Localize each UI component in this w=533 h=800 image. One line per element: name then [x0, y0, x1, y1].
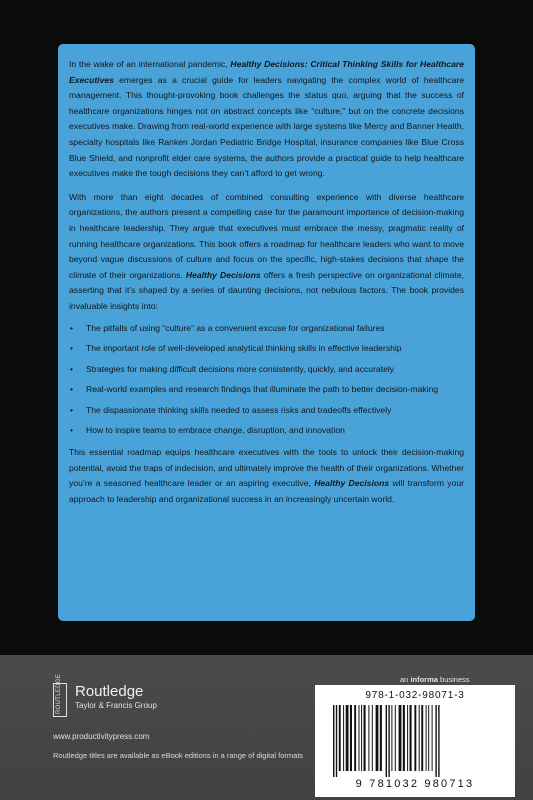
insight-item	[69, 321, 464, 337]
publisher-url: www.productivitypress.com	[53, 732, 150, 741]
barcode-bar	[364, 705, 366, 771]
insight-text: Real-world examples and research findings that illuminate the path to better decision-making	[86, 384, 439, 395]
barcode-bar	[410, 705, 412, 771]
barcode-bar	[350, 705, 352, 771]
barcode-bar	[343, 705, 344, 771]
publisher-group: Taylor & Francis Group	[75, 701, 157, 710]
barcode-bar	[339, 705, 341, 771]
barcode-number: 9 781032 980713	[355, 778, 475, 790]
barcode-bar	[336, 705, 337, 777]
intro-paragraph	[69, 57, 464, 182]
book-title-run: Healthy Decisions: Critical Thinking Skills for Healthcare Executives	[69, 59, 464, 85]
text-run: With more than eight decades of combined consulting experience with diverse healthcare organizations, the authors present a compelling case for the paramount importance of decision-making in healthcare leadership. They argue that executives must embrace the messy, pragmatic reality of running healthcare organizations. This book offers a roadmap for healthcare leaders who want to move beyond vague discussions of culture and focus on the specific, high-stakes decisions that shape the climate of their organizations.	[69, 191, 464, 280]
barcode-bar	[426, 705, 427, 771]
insight-item	[69, 423, 464, 439]
barcode-bar	[372, 705, 373, 771]
barcode-bar	[376, 705, 379, 771]
ebook-note: Routledge titles are available as eBook editions in a range of digital formats	[53, 751, 304, 760]
barcode-bar	[361, 705, 362, 771]
barcode-bar	[391, 705, 392, 771]
text-run: offers a fresh perspective on organizational climate, asserting that it’s shaped by a series of daunting decisions, not nebulous factors. The book provides invaluable insights into:	[69, 269, 464, 311]
bullet-icon: •	[70, 322, 74, 333]
bullet-icon: •	[70, 384, 74, 395]
barcode-bar	[388, 705, 389, 777]
informa-suffix: business	[437, 675, 470, 684]
insight-text: The important role of well-developed analytical thinking skills in effective leadership	[86, 343, 402, 354]
routledge-logo-icon	[53, 673, 67, 717]
informa-brand: informa	[410, 675, 438, 684]
bullet-icon: •	[70, 363, 74, 374]
barcode-bar	[380, 705, 382, 771]
barcode-bar	[386, 705, 387, 777]
barcode-bar	[346, 705, 349, 771]
barcode-bar	[395, 705, 396, 771]
text-run: This essential roadmap equips healthcare executives with the tools to unlock their decision-making potential, avoid the traps of indecision, and ultimately improve the health of their organizations. Whether you’re a seasoned healthcare leader or an aspiring executive,	[69, 447, 464, 489]
barcode-bar	[438, 705, 439, 777]
barcode-bar	[403, 705, 405, 771]
barcode-bar	[428, 705, 429, 771]
informa-prefix: an	[400, 675, 411, 684]
book-title-run: Healthy Decisions	[185, 269, 261, 280]
description-panel	[58, 44, 475, 621]
text-run: will transform your approach to leadership and organizational success in an increasingly uncertain world.	[69, 478, 464, 504]
logo-vertical-text: ROUTLEDGE	[56, 673, 62, 714]
barcode-bar	[333, 705, 334, 777]
text-run: In the wake of an international pandemic,	[69, 59, 231, 69]
barcode-bar	[359, 705, 360, 771]
insight-item	[69, 362, 464, 378]
barcode-bar	[407, 705, 408, 771]
bullet-icon: •	[70, 404, 74, 415]
insight-item	[69, 403, 464, 419]
insights-list	[69, 321, 464, 440]
insight-text: How to inspire teams to embrace change, disruption, and innovation	[86, 425, 345, 436]
text-run: emerges as a crucial guide for leaders navigating the complex world of healthcare management. This thought-provoking book challenges the status quo, arguing that the success of healthcare organizations hinges not on abstract concepts like “culture,” but on the concrete decisions executives make. Drawing from real-world experience with large systems like Mercy and Banner Health, specialty hospitals like Ranken Jordan Pediatric Bridge Hospital, insurance companies like Blue Cross Blue Shield, and nonprofit elder care systems, the authors provide a practical guide to help healthcare executives make the tough decisions they can’t afford to get wrong.	[69, 74, 464, 179]
barcode-bar	[435, 705, 436, 777]
publisher-band	[0, 655, 533, 800]
barcode-bar	[414, 705, 416, 771]
isbn-text: 978-1-032-98071-3	[365, 690, 465, 701]
bullet-icon: •	[70, 343, 74, 354]
barcode-bar	[432, 705, 433, 771]
insight-text: The dispassionate thinking skills needed to assess risks and tradeoffs effectively	[86, 404, 392, 415]
publisher-logo	[53, 673, 293, 720]
bullet-icon: •	[70, 425, 74, 436]
insight-text: The pitfalls of using “culture” as a convenient excuse for organizational failures	[86, 322, 385, 333]
logo-text	[75, 683, 157, 710]
barcode-icon	[327, 705, 503, 777]
informa-business-label	[400, 675, 470, 684]
closing-paragraph	[69, 445, 464, 507]
insight-item	[69, 341, 464, 357]
book-title-run: Healthy Decisions	[314, 478, 390, 489]
barcode-bar	[421, 705, 423, 771]
experience-paragraph	[69, 190, 464, 315]
insight-item	[69, 382, 464, 398]
barcode-bar	[368, 705, 369, 771]
barcode-bar	[354, 705, 356, 771]
insight-text: Strategies for making difficult decisions more consistently, quickly, and accurately	[86, 363, 395, 374]
barcode-bar	[399, 705, 402, 771]
barcode-box	[315, 685, 515, 797]
publisher-name: Routledge	[75, 683, 144, 700]
barcode-bar	[419, 705, 420, 771]
